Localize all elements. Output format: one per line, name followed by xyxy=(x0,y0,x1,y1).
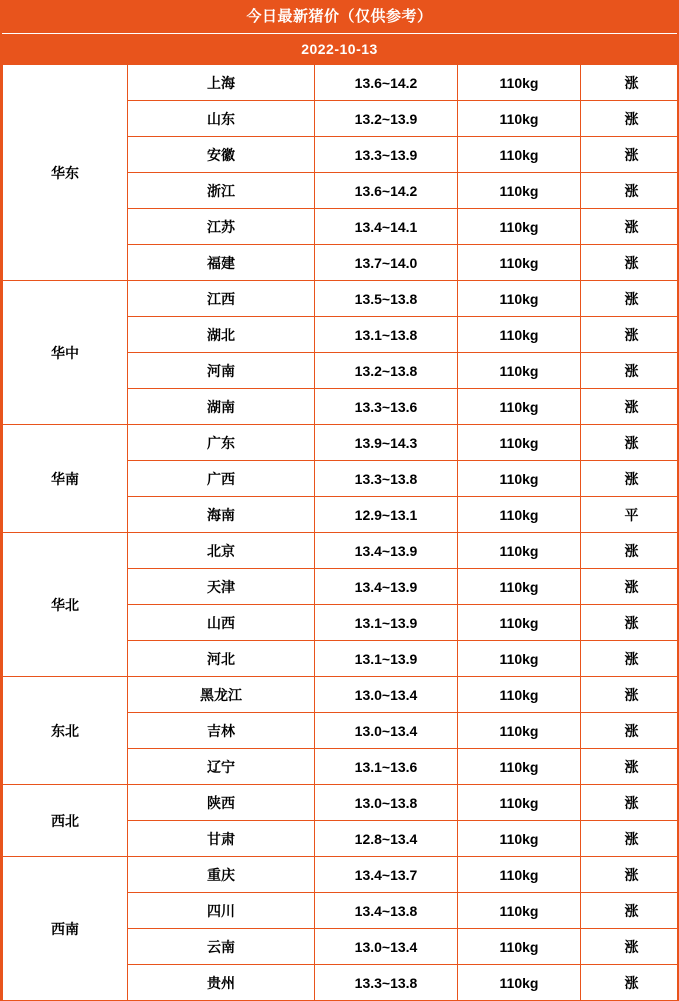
province-cell: 辽宁 xyxy=(128,749,315,785)
trend-cell: 平 xyxy=(581,497,679,533)
price-cell: 13.3~13.6 xyxy=(315,389,458,425)
region-cell: 东北 xyxy=(3,677,128,785)
price-cell: 12.9~13.1 xyxy=(315,497,458,533)
weight-cell: 110kg xyxy=(458,677,581,713)
province-cell: 天津 xyxy=(128,569,315,605)
province-cell: 吉林 xyxy=(128,713,315,749)
weight-cell: 110kg xyxy=(458,785,581,821)
trend-cell: 涨 xyxy=(581,425,679,461)
trend-cell: 涨 xyxy=(581,65,679,101)
weight-cell: 110kg xyxy=(458,713,581,749)
province-cell: 山东 xyxy=(128,101,315,137)
weight-cell: 110kg xyxy=(458,821,581,857)
weight-cell: 110kg xyxy=(458,749,581,785)
trend-cell: 涨 xyxy=(581,605,679,641)
province-cell: 浙江 xyxy=(128,173,315,209)
province-cell: 上海 xyxy=(128,65,315,101)
price-cell: 13.9~14.3 xyxy=(315,425,458,461)
weight-cell: 110kg xyxy=(458,641,581,677)
weight-cell: 110kg xyxy=(458,425,581,461)
weight-cell: 110kg xyxy=(458,533,581,569)
price-cell: 13.2~13.9 xyxy=(315,101,458,137)
table-row xyxy=(3,533,679,569)
trend-cell: 涨 xyxy=(581,785,679,821)
price-cell: 13.3~13.8 xyxy=(315,461,458,497)
price-cell: 13.6~14.2 xyxy=(315,65,458,101)
province-cell: 河南 xyxy=(128,353,315,389)
trend-cell: 涨 xyxy=(581,857,679,893)
trend-cell: 涨 xyxy=(581,317,679,353)
price-cell: 12.8~13.4 xyxy=(315,821,458,857)
trend-cell: 涨 xyxy=(581,173,679,209)
trend-cell: 涨 xyxy=(581,101,679,137)
weight-cell: 110kg xyxy=(458,389,581,425)
province-cell: 广西 xyxy=(128,461,315,497)
trend-cell: 涨 xyxy=(581,281,679,317)
province-cell: 重庆 xyxy=(128,857,315,893)
table-row xyxy=(3,281,679,317)
weight-cell: 110kg xyxy=(458,461,581,497)
price-cell: 13.1~13.6 xyxy=(315,749,458,785)
weight-cell: 110kg xyxy=(458,101,581,137)
price-cell: 13.4~13.7 xyxy=(315,857,458,893)
price-cell: 13.2~13.8 xyxy=(315,353,458,389)
trend-cell: 涨 xyxy=(581,749,679,785)
province-cell: 安徽 xyxy=(128,137,315,173)
weight-cell: 110kg xyxy=(458,209,581,245)
province-cell: 黑龙江 xyxy=(128,677,315,713)
province-cell: 云南 xyxy=(128,929,315,965)
province-cell: 河北 xyxy=(128,641,315,677)
region-cell: 华中 xyxy=(3,281,128,425)
province-cell: 北京 xyxy=(128,533,315,569)
province-cell: 广东 xyxy=(128,425,315,461)
trend-cell: 涨 xyxy=(581,893,679,929)
price-cell: 13.1~13.8 xyxy=(315,317,458,353)
trend-cell: 涨 xyxy=(581,641,679,677)
weight-cell: 110kg xyxy=(458,245,581,281)
price-cell: 13.0~13.8 xyxy=(315,785,458,821)
trend-cell: 涨 xyxy=(581,353,679,389)
weight-cell: 110kg xyxy=(458,281,581,317)
province-cell: 湖北 xyxy=(128,317,315,353)
weight-cell: 110kg xyxy=(458,173,581,209)
region-cell: 华北 xyxy=(3,533,128,677)
region-cell: 西北 xyxy=(3,785,128,857)
table-row xyxy=(3,677,679,713)
price-cell: 13.6~14.2 xyxy=(315,173,458,209)
province-cell: 江西 xyxy=(128,281,315,317)
price-cell: 13.3~13.9 xyxy=(315,137,458,173)
table-row xyxy=(3,425,679,461)
weight-cell: 110kg xyxy=(458,965,581,1001)
province-cell: 山西 xyxy=(128,605,315,641)
province-cell: 江苏 xyxy=(128,209,315,245)
province-cell: 湖南 xyxy=(128,389,315,425)
price-cell: 13.0~13.4 xyxy=(315,713,458,749)
weight-cell: 110kg xyxy=(458,893,581,929)
table-row xyxy=(3,785,679,821)
trend-cell: 涨 xyxy=(581,821,679,857)
weight-cell: 110kg xyxy=(458,65,581,101)
price-cell: 13.3~13.8 xyxy=(315,965,458,1001)
table-row xyxy=(3,857,679,893)
province-cell: 四川 xyxy=(128,893,315,929)
price-cell: 13.4~13.8 xyxy=(315,893,458,929)
weight-cell: 110kg xyxy=(458,497,581,533)
date-bar: 2022-10-13 xyxy=(2,33,677,64)
price-cell: 13.4~14.1 xyxy=(315,209,458,245)
province-cell: 陕西 xyxy=(128,785,315,821)
trend-cell: 涨 xyxy=(581,389,679,425)
region-cell: 华东 xyxy=(3,65,128,281)
page-title: 今日最新猪价（仅供参考） xyxy=(2,0,677,33)
province-cell: 贵州 xyxy=(128,965,315,1001)
weight-cell: 110kg xyxy=(458,929,581,965)
province-cell: 福建 xyxy=(128,245,315,281)
trend-cell: 涨 xyxy=(581,929,679,965)
price-table xyxy=(2,64,679,1001)
province-cell: 甘肃 xyxy=(128,821,315,857)
price-table-body xyxy=(3,65,679,1001)
trend-cell: 涨 xyxy=(581,461,679,497)
weight-cell: 110kg xyxy=(458,317,581,353)
trend-cell: 涨 xyxy=(581,137,679,173)
price-cell: 13.0~13.4 xyxy=(315,929,458,965)
weight-cell: 110kg xyxy=(458,605,581,641)
weight-cell: 110kg xyxy=(458,353,581,389)
weight-cell: 110kg xyxy=(458,137,581,173)
weight-cell: 110kg xyxy=(458,569,581,605)
trend-cell: 涨 xyxy=(581,245,679,281)
price-cell: 13.0~13.4 xyxy=(315,677,458,713)
trend-cell: 涨 xyxy=(581,209,679,245)
trend-cell: 涨 xyxy=(581,965,679,1001)
region-cell: 西南 xyxy=(3,857,128,1001)
table-row xyxy=(3,65,679,101)
price-cell: 13.1~13.9 xyxy=(315,641,458,677)
price-cell: 13.1~13.9 xyxy=(315,605,458,641)
trend-cell: 涨 xyxy=(581,533,679,569)
price-cell: 13.5~13.8 xyxy=(315,281,458,317)
price-cell: 13.4~13.9 xyxy=(315,569,458,605)
price-cell: 13.7~14.0 xyxy=(315,245,458,281)
trend-cell: 涨 xyxy=(581,713,679,749)
province-cell: 海南 xyxy=(128,497,315,533)
price-cell: 13.4~13.9 xyxy=(315,533,458,569)
region-cell: 华南 xyxy=(3,425,128,533)
weight-cell: 110kg xyxy=(458,857,581,893)
trend-cell: 涨 xyxy=(581,677,679,713)
trend-cell: 涨 xyxy=(581,569,679,605)
